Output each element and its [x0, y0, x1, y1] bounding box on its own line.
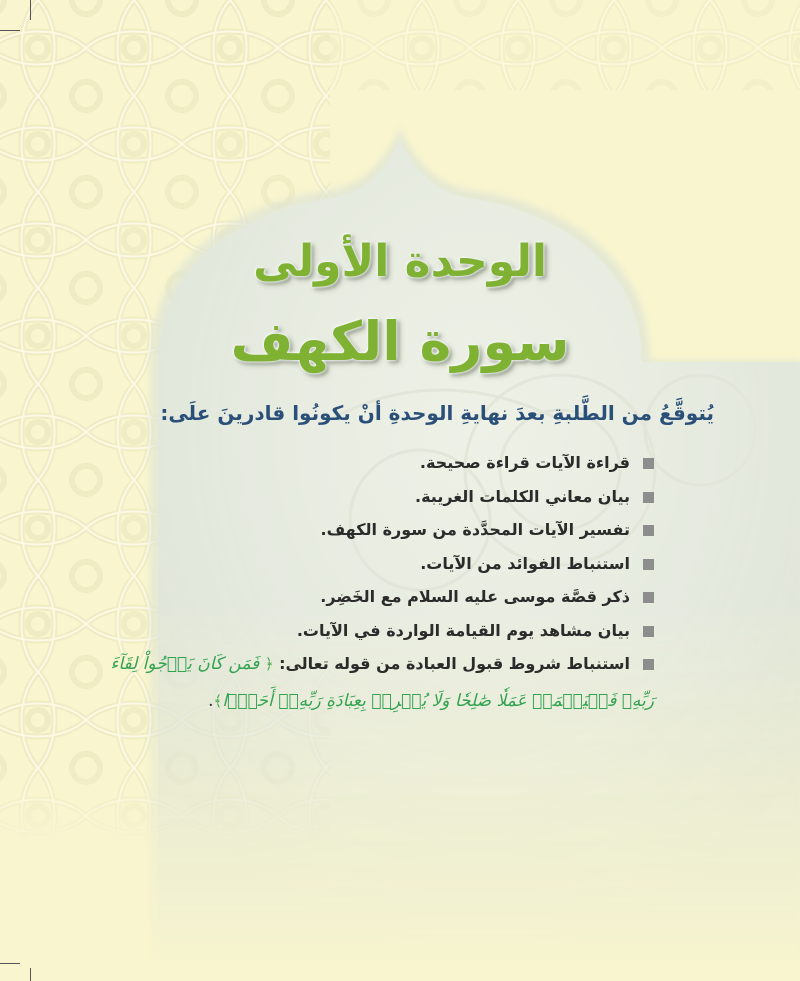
objective-text: بيان مشاهد يوم القيامة الواردة في الآيات.	[296, 620, 630, 640]
objective-item	[54, 513, 654, 547]
square-bullet-icon	[643, 525, 654, 536]
objective-text: بيان معاني الكلمات الغريبة.	[415, 486, 630, 506]
objective-text: استنباط شروط قبول العبادة من قوله تعالى:	[279, 654, 630, 673]
crop-mark	[0, 30, 20, 31]
objective-item-verse	[54, 647, 654, 718]
square-bullet-icon	[643, 458, 654, 469]
unit-title: الوحدة الأولى	[253, 236, 547, 287]
objective-item	[54, 614, 654, 648]
quran-verse-start	[110, 654, 273, 674]
objective-item	[54, 580, 654, 614]
verse-close-bracket-icon: ﴾	[213, 692, 223, 710]
objective-item	[54, 446, 654, 480]
square-bullet-icon	[643, 659, 654, 670]
objective-text: تفسير الآيات المحدَّدة من سورة الكهف.	[320, 520, 630, 539]
objective-text: قراءة الآيات قراءة صحيحة.	[419, 453, 630, 472]
objective-text: ذكر قصَّة موسى عليه السلام مع الخَضِر.	[320, 587, 630, 606]
square-bullet-icon	[643, 592, 654, 603]
quran-verse-continued	[24, 685, 654, 718]
square-bullet-icon	[643, 492, 654, 503]
objectives-intro: يُتوقَّعُ من الطَّلبةِ بعدَ نهايةِ الوحدةِ أنْ يكونُوا قادرينَ علَى:	[160, 401, 714, 425]
objectives-list	[54, 446, 654, 718]
verse-period: .	[208, 691, 214, 711]
verse-part-1: فَمَن كَانَ يَرۡجُواْ لِقَآءَ	[110, 654, 260, 674]
crop-mark	[30, 0, 31, 20]
surah-title: سورة الكهف	[230, 310, 570, 373]
objective-text: استنباط الفوائد من الآيات.	[420, 553, 630, 573]
crop-mark	[30, 968, 31, 981]
verse-part-2: رَبِّهِۦ فَلۡيَعۡمَلۡ عَمَلٗا صَٰلِحٗا وَلَا يُشۡرِكۡ بِعِبَادَةِ رَبِّهِۦٓ أَحَدَۢا	[222, 691, 654, 711]
square-bullet-icon	[643, 559, 654, 570]
square-bullet-icon	[643, 626, 654, 637]
verse-open-bracket-icon: ﴿	[264, 655, 274, 673]
objective-item	[54, 480, 654, 514]
objective-item	[54, 547, 654, 581]
crop-mark	[0, 963, 20, 964]
